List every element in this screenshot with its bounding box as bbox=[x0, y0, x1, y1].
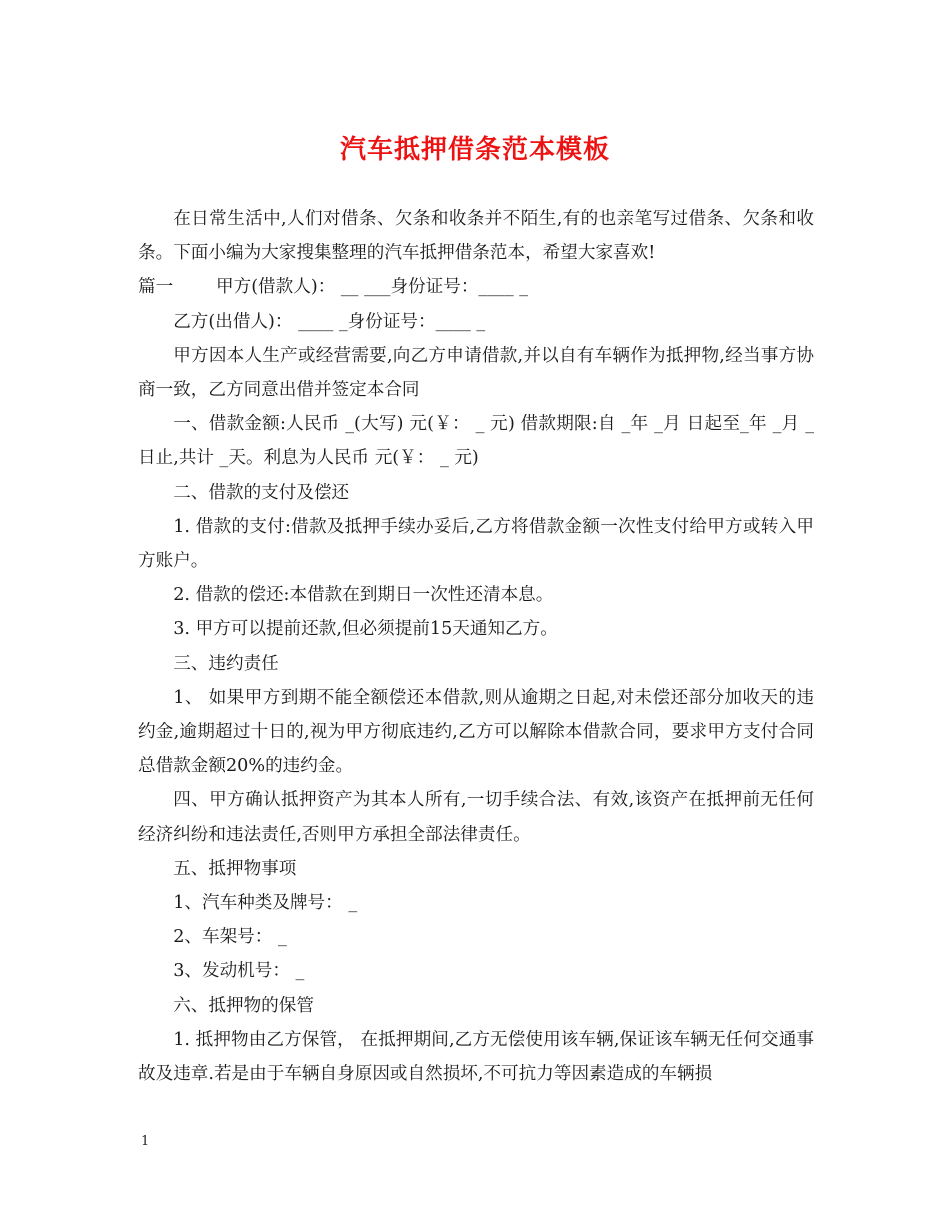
party-a-text: 甲方(借款人)： __ ___身份证号：____ _ bbox=[216, 277, 529, 298]
section-3-heading: 三、违约责任 bbox=[173, 653, 279, 674]
document-title: 汽车抵押借条范本模板 bbox=[339, 135, 610, 165]
document-body bbox=[138, 202, 814, 1091]
party-a-line bbox=[138, 270, 814, 304]
intro-paragraph: 在日常生活中,人们对借条、欠条和收条并不陌生,有的也亲笔写过借条、欠条和收条。下面小编为大家搜集整理的汽车抵押借条范本，希望大家喜欢! bbox=[138, 209, 814, 264]
party-b-line: 乙方(出借人)： ____ _身份证号：____ _ bbox=[173, 311, 486, 332]
page-number: 1 bbox=[141, 1134, 150, 1149]
section-3-item-1: 1、 如果甲方到期不能全额偿还本借款,则从逾期之日起,对未偿还部分加收天的违约金,逾期超过十日的,视为甲方彻底违约,乙方可以解除本借款合同，要求甲方支付合同总借款金额20%的违约金。 bbox=[138, 687, 814, 777]
section-5-item-3: 3、发动机号： _ bbox=[173, 961, 305, 982]
piece-label: 篇一 bbox=[138, 277, 174, 298]
section-6-heading: 六、抵押物的保管 bbox=[173, 995, 314, 1016]
section-1-paragraph: 一、借款金额:人民币 _(大写) 元(￥： _ 元) 借款期限:自 _年 _月 日起至_年 _月 _日止,共计 _天。利息为人民币 元(￥： _ 元) bbox=[138, 414, 814, 469]
section-4-paragraph: 四、甲方确认抵押资产为其本人所有,一切手续合法、有效,该资产在抵押前无任何经济纠纷和违法责任,否则甲方承担全部法律责任。 bbox=[138, 790, 814, 845]
section-5-item-2: 2、车架号： _ bbox=[173, 927, 287, 948]
section-2-item-1: 1. 借款的支付:借款及抵押手续办妥后,乙方将借款金额一次性支付给甲方或转入甲方账户。 bbox=[138, 516, 814, 572]
section-5-item-1: 1、汽车种类及牌号： _ bbox=[173, 893, 358, 914]
preamble-paragraph: 甲方因本人生产或经营需要,向乙方申请借款,并以自有车辆作为抵押物,经当事方协商一致，乙方同意出借并签定本合同 bbox=[138, 345, 814, 401]
section-2-item-2: 2. 借款的偿还:本借款在到期日一次性还清本息。 bbox=[173, 585, 554, 606]
section-2-heading: 二、借款的支付及偿还 bbox=[173, 482, 350, 503]
section-6-item-1: 1. 抵押物由乙方保管， 在抵押期间,乙方无偿使用该车辆,保证该车辆无任何交通事故及违章.若是由于车辆自身原因或自然损坏,不可抗力等因素造成的车辆损 bbox=[138, 1029, 814, 1085]
section-2-item-3: 3. 甲方可以提前还款,但必须提前15天通知乙方。 bbox=[173, 619, 558, 640]
section-5-heading: 五、抵押物事项 bbox=[173, 858, 297, 879]
